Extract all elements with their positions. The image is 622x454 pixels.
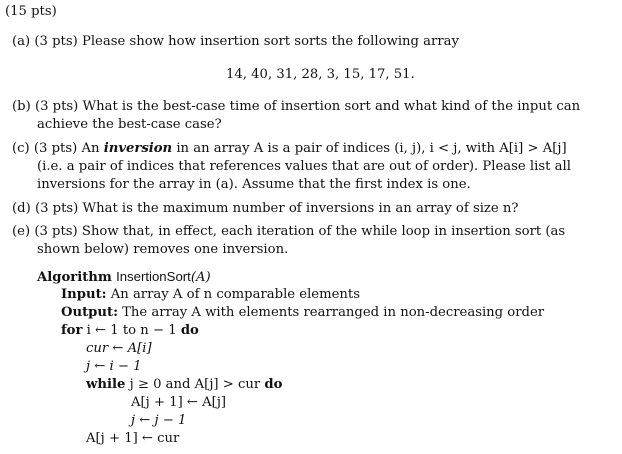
part-b-line2: achieve the best-case case? <box>37 117 222 132</box>
part-b-label: (b) <box>12 99 31 114</box>
part-c <box>12 140 567 158</box>
part-e-label: (e) <box>12 224 31 239</box>
algorithm-output <box>61 304 544 322</box>
part-c-pre: An <box>81 141 100 156</box>
algorithm-input <box>61 286 360 304</box>
question-points: (15 pts) <box>5 4 57 19</box>
part-d-label: (d) <box>12 201 31 216</box>
algorithm-while-expr: j ≥ 0 and A[j] > cur <box>129 377 261 392</box>
part-c-label: (c) <box>12 141 30 156</box>
algorithm-arg: (A) <box>190 270 211 285</box>
algorithm-while-keyword: while <box>86 377 126 392</box>
part-a-array: 14, 40, 31, 28, 3, 15, 17, 51. <box>226 67 415 82</box>
part-b-line1: What is the best-case time of insertion sort and what kind of the input can <box>82 99 581 114</box>
algorithm-while-do: do <box>264 377 283 392</box>
algorithm-line-cur: cur ← A[i] <box>86 341 152 356</box>
part-c-line2: (i.e. a pair of indices that references values that are out of order). Please list all <box>37 159 571 174</box>
part-a-label: (a) <box>12 34 31 49</box>
part-b-points: (3 pts) <box>34 99 79 114</box>
algorithm-for-line <box>61 322 199 340</box>
algorithm-while-line <box>86 376 282 394</box>
algorithm-input-label: Input: <box>61 287 107 302</box>
part-c-points: (3 pts) <box>33 141 78 156</box>
algorithm-for-do: do <box>180 323 199 338</box>
algorithm-for-keyword: for <box>61 323 83 338</box>
part-e-line1: Show that, in effect, each iteration of the while loop in insertion sort (as <box>81 224 566 239</box>
algorithm-keyword: Algorithm <box>37 270 112 285</box>
algorithm-line-shift: A[j + 1] ← A[j] <box>131 395 227 410</box>
part-d-points: (3 pts) <box>34 201 79 216</box>
algorithm-output-label: Output: <box>61 305 118 320</box>
algorithm-output-text: The array A with elements rearranged in non-decreasing order <box>122 305 545 320</box>
part-a-points: (3 pts) <box>34 34 78 49</box>
algorithm-for-expr: i ← 1 to n − 1 <box>86 323 177 338</box>
part-d <box>12 200 518 218</box>
part-a <box>12 33 459 51</box>
part-e-points: (3 pts) <box>34 224 78 239</box>
part-e <box>12 223 565 241</box>
part-c-emph: inversion <box>103 141 173 156</box>
part-c-post: in an array A is a pair of indices (i, j), i < j, with A[i] > A[j] <box>176 141 567 156</box>
part-b <box>12 98 580 116</box>
algorithm-line-j: j ← i − 1 <box>86 359 142 374</box>
algorithm-line-place: A[j + 1] ← cur <box>86 431 180 446</box>
algorithm-line-dec: j ← j − 1 <box>131 413 187 428</box>
part-d-text: What is the maximum number of inversions in an array of size n? <box>82 201 519 216</box>
part-c-line3: inversions for the array in (a). Assume that the first index is one. <box>37 177 471 192</box>
part-e-line2: shown below) removes one inversion. <box>37 242 289 257</box>
algorithm-name: InsertionSort <box>116 269 191 284</box>
algorithm-input-text: An array A of n comparable elements <box>110 287 360 302</box>
algorithm-title <box>37 268 211 287</box>
part-a-text: Please show how insertion sort sorts the following array <box>81 34 459 49</box>
